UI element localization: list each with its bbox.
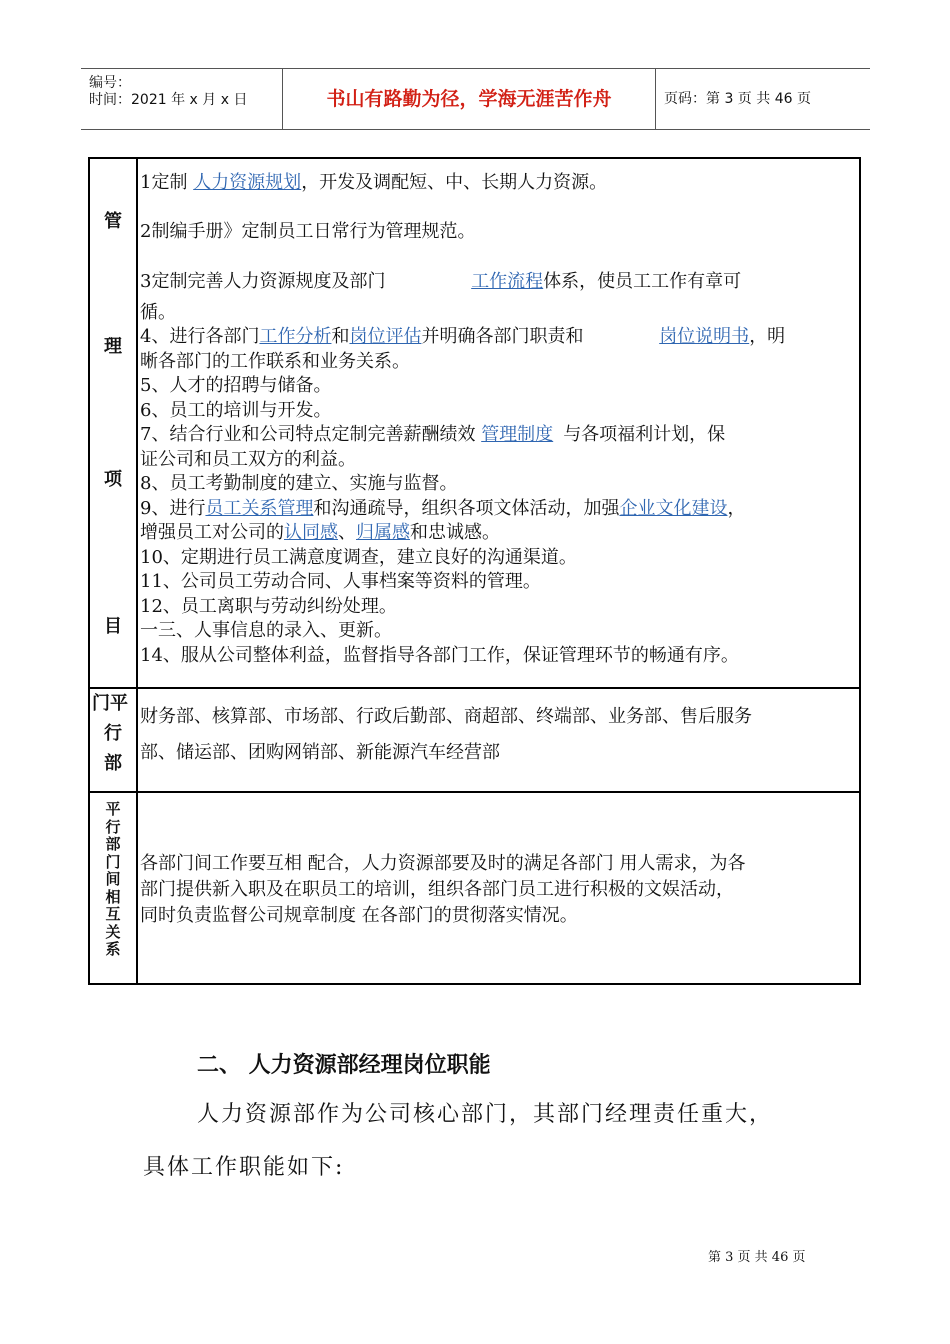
job-analysis-link[interactable]: 工作分析: [259, 326, 332, 347]
list-item: 部、储运部、团购网销部、新能源汽车经营部: [140, 742, 500, 763]
interdepartment-relations-text: [140, 851, 858, 929]
list-item: 增强员工对公司的认同感、归属感和忠诚感。: [140, 522, 500, 543]
responsibility-table: 管 理 项 目 1定制 人力资源规划，开发及调配短、中、长期人力资源。 2制编手册》定制员工日常行为管理规范。 3定制完善人力资源规度及部门 工作流程体系，使员工工作有章可 循。 4、进行各部门工作分析和岗位评估并明确各部门职责和 岗位说明书，明 晰各部门的工作联系和业务关系。 5、人才的招聘与储备。 6、员工的培训与开发。 7、结合行业和公司特点定制完善薪酬绩效 管理制度 与各项福利计划，保 证公司和员工双方的利益。 8、员工考勤制度的建立、实施与监督。 9、进行员工关系管理和沟通疏导，组织各项文体活动，加强企业文化建设， 增强员工对公司的认同感、归属感和忠诚感。 10、定期进行员工满意度调查，建立良好的沟通渠道。 11、公司员工劳动合同、人事档案等资料的管理。 12、员工离职与劳动纠纷处理。 一三、人事信息的录入、更新。 14、服从公司整体利益，监督指导各部门工作，保证管理环节的畅通有序。 门平 行 部 财务部、核算部、市场部、行政后勤部、商超部、终端部、业务部、售后服务 部、储运部、团购网销部、新能源汽车经营部 平 行 部 门 间 相 互 关 系 各部门间工作要互相 配合，人力资源部要及时的满足各部门 用人需求，为各 部门提供新入职及在职员工的培训，组织各部门员工进行积极的文娱活动， 同时负责监督公司规章制度 在各部门的贯彻落实情况。: [88, 157, 861, 985]
management-items: [140, 171, 858, 668]
list-item: 2制编手册》定制员工日常行为管理规范。: [140, 220, 476, 242]
text-line: 同时负责监督公司规章制度 在各部门的贯彻落实情况。: [140, 905, 578, 926]
header-motto: 书山有路勤为径，学海无涯苦作舟: [282, 69, 656, 129]
job-evaluation-link[interactable]: 岗位评估: [349, 326, 422, 347]
text-line: 部门提供新入职及在职员工的培训，组织各部门员工进行积极的文娱活动，: [140, 879, 734, 900]
list-item: 一三、人事信息的录入、更新。: [140, 620, 392, 641]
header-page-info: 页码：第 3 页 共 46 页: [664, 91, 811, 107]
list-item: 6、员工的培训与开发。: [140, 399, 332, 421]
header-date: 时间：2021 年 x 月 x 日: [89, 92, 248, 108]
header-number-label: 编号：: [89, 75, 131, 91]
list-item: 循。: [140, 301, 176, 323]
table-row-divider: [90, 791, 859, 793]
list-item: 12、员工离职与劳动纠纷处理。: [140, 595, 397, 617]
list-item: 晰各部门的工作联系和业务关系。: [140, 350, 410, 372]
list-item: 1定制 人力资源规划，开发及调配短、中、长期人力资源。: [140, 172, 608, 193]
employee-relations-link[interactable]: 员工关系管理: [205, 497, 314, 519]
workflow-link[interactable]: 工作流程: [471, 271, 544, 292]
hr-planning-link[interactable]: 人力资源规划: [193, 172, 302, 193]
list-item: 证公司和员工双方的利益。: [140, 448, 356, 470]
list-item: 9、进行员工关系管理和沟通疏导，组织各项文体活动，加强企业文化建设，: [140, 497, 746, 519]
job-description-link[interactable]: 岗位说明书: [659, 326, 750, 347]
row-label-interdepartment-relations: 平 行 部 门 间 相 互 关 系: [105, 800, 121, 958]
list-item: 4、进行各部门工作分析和岗位评估并明确各部门职责和 岗位说明书，明: [140, 326, 786, 347]
list-item: 11、公司员工劳动合同、人事档案等资料的管理。: [140, 571, 541, 592]
belonging-link[interactable]: 归属感: [356, 522, 410, 543]
text-line: 各部门间工作要互相 配合，人力资源部要及时的满足各部门 用人需求，为各: [140, 853, 746, 874]
page-header: [81, 68, 870, 130]
header-meta: [81, 69, 281, 129]
list-item: 7、结合行业和公司特点定制完善薪酬绩效 管理制度 与各项福利计划，保: [140, 424, 726, 445]
table-column-divider: [136, 159, 138, 983]
section-title: 二、 人力资源部经理岗位职能: [197, 1053, 491, 1078]
row-label-parallel-departments: 门平 行 部: [92, 693, 128, 774]
list-item: 5、人才的招聘与储备。: [140, 375, 332, 396]
parallel-departments-list: [140, 699, 858, 771]
table-row-divider: [90, 687, 859, 689]
list-item: 财务部、核算部、市场部、行政后勤部、商超部、终端部、业务部、售后服务: [140, 706, 752, 727]
list-item: 8、员工考勤制度的建立、实施与监督。: [140, 473, 458, 494]
page-footer: 第 3 页 共 46 页: [708, 1250, 806, 1265]
paragraph-line: 人力资源部作为公司核心部门，其部门经理责任重大，: [197, 1102, 774, 1127]
paragraph-line: 具体工作职能如下:: [143, 1155, 345, 1180]
list-item: 10、定期进行员工满意度调查，建立良好的沟通渠道。: [140, 546, 577, 568]
management-system-link[interactable]: 管理制度: [481, 424, 554, 445]
corporate-culture-link[interactable]: 企业文化建设: [619, 497, 728, 519]
list-item: 14、服从公司整体利益，监督指导各部门工作，保证管理环节的畅通有序。: [140, 644, 739, 666]
identity-link[interactable]: 认同感: [284, 522, 338, 543]
list-item: 3定制完善人力资源规度及部门 工作流程体系，使员工工作有章可: [140, 271, 742, 292]
